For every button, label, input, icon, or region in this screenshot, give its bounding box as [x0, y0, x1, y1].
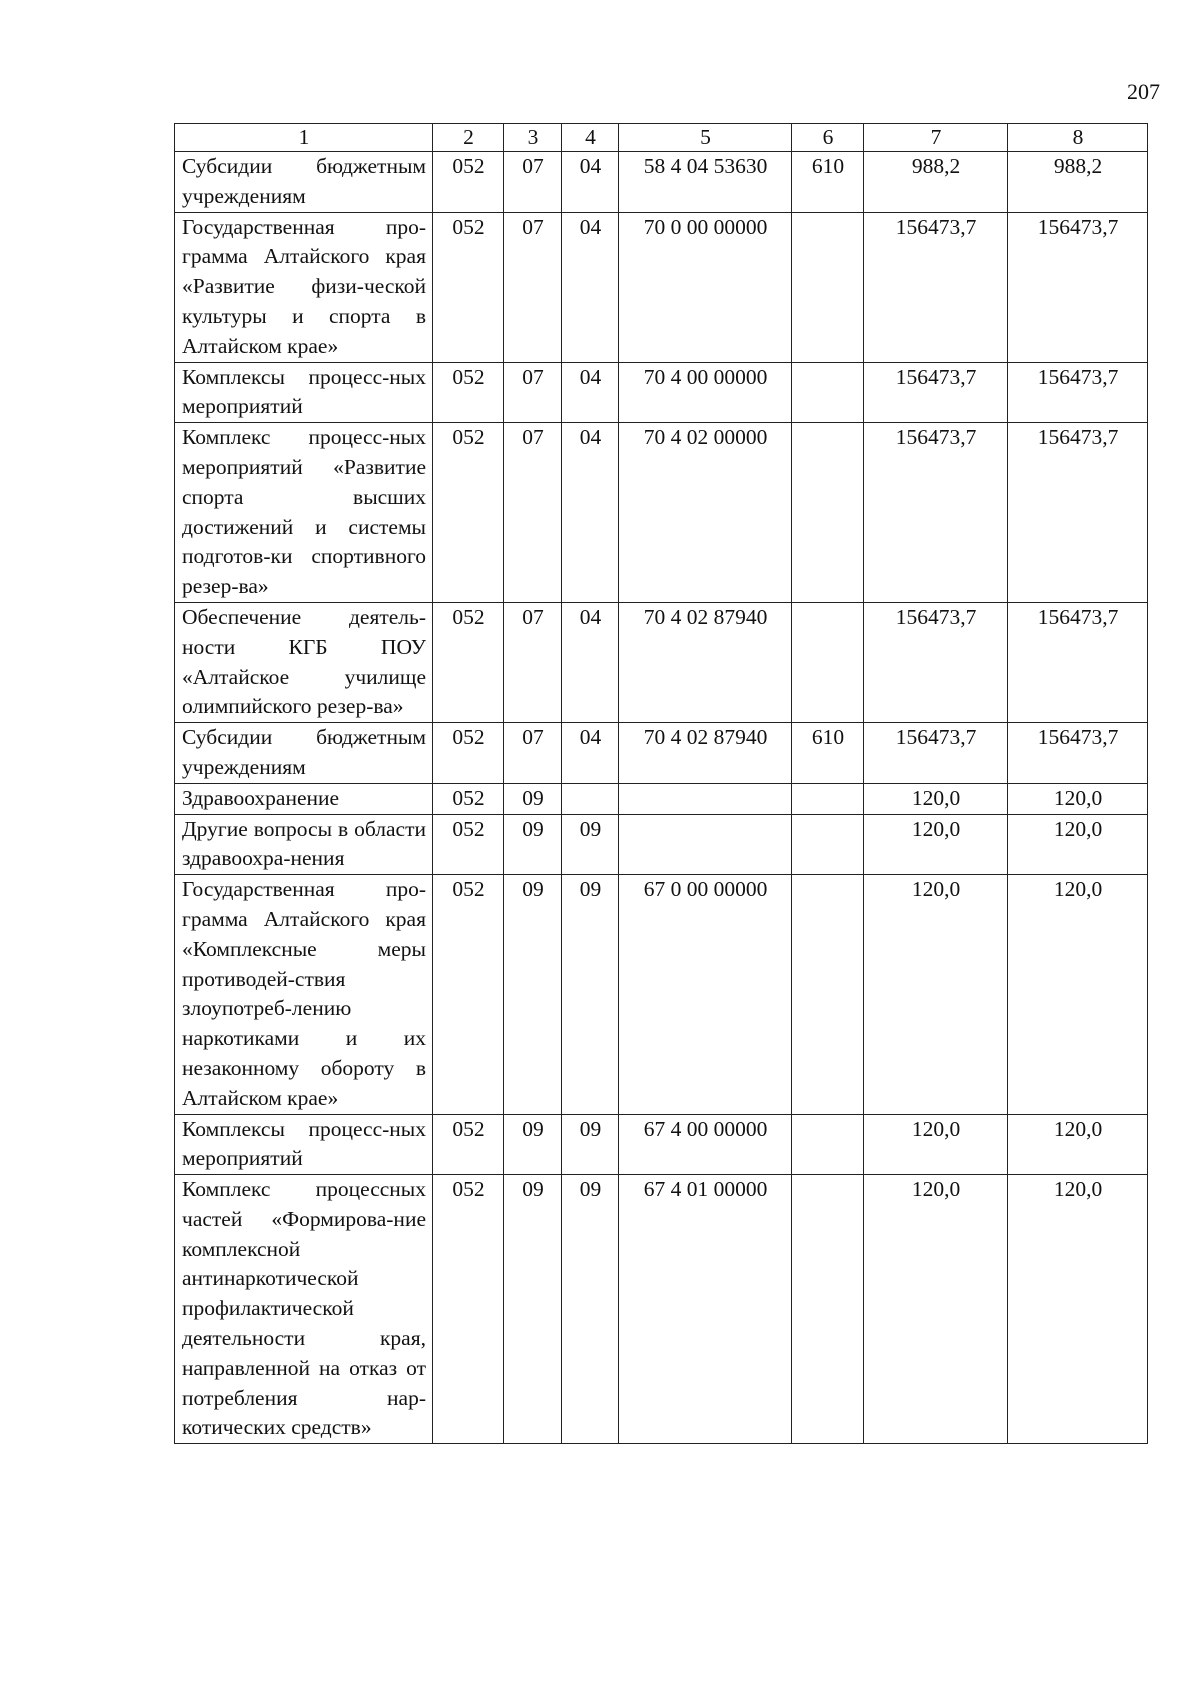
budget-table [174, 123, 1148, 1444]
cell-amount-1: 120,0 [864, 875, 1008, 1114]
cell-section: 09 [504, 1175, 562, 1444]
cell-amount-2: 120,0 [1008, 875, 1148, 1114]
cell-expense-type [792, 783, 864, 814]
cell-subsection: 09 [562, 814, 619, 875]
cell-amount-1: 156473,7 [864, 423, 1008, 603]
cell-name: Обеспечение деятель-ности КГБ ПОУ «Алтайское училище олимпийского резер-ва» [175, 602, 433, 722]
table-row [175, 875, 1148, 1114]
cell-target-article: 70 4 00 00000 [619, 362, 792, 423]
cell-amount-2: 156473,7 [1008, 212, 1148, 362]
cell-name: Комплексы процесс-ных мероприятий [175, 1114, 433, 1175]
header-row [175, 124, 1148, 152]
cell-expense-type [792, 814, 864, 875]
cell-subsection: 04 [562, 423, 619, 603]
cell-expense-type [792, 602, 864, 722]
cell-amount-2: 156473,7 [1008, 723, 1148, 784]
cell-amount-1: 156473,7 [864, 723, 1008, 784]
header-col-1: 1 [175, 124, 433, 152]
table-row [175, 212, 1148, 362]
cell-target-article: 70 4 02 87940 [619, 602, 792, 722]
table-row [175, 1114, 1148, 1175]
cell-section: 07 [504, 723, 562, 784]
cell-ministry-code: 052 [433, 152, 504, 213]
cell-amount-2: 156473,7 [1008, 602, 1148, 722]
cell-name: Субсидии бюджетным учреждениям [175, 723, 433, 784]
cell-target-article: 58 4 04 53630 [619, 152, 792, 213]
cell-subsection [562, 783, 619, 814]
cell-expense-type [792, 875, 864, 1114]
cell-amount-2: 988,2 [1008, 152, 1148, 213]
cell-subsection: 04 [562, 723, 619, 784]
cell-name: Государственная про-грамма Алтайского края «Комплексные меры противодей-ствия злоупотреб-лению наркотиками и их незаконному обороту в Алтайском крае» [175, 875, 433, 1114]
cell-expense-type [792, 1175, 864, 1444]
cell-section: 09 [504, 1114, 562, 1175]
cell-amount-2: 156473,7 [1008, 362, 1148, 423]
cell-target-article: 67 4 01 00000 [619, 1175, 792, 1444]
cell-amount-1: 156473,7 [864, 362, 1008, 423]
cell-ministry-code: 052 [433, 212, 504, 362]
cell-name: Другие вопросы в области здравоохра-нения [175, 814, 433, 875]
cell-name: Здравоохранение [175, 783, 433, 814]
table-row [175, 1175, 1148, 1444]
cell-amount-1: 156473,7 [864, 602, 1008, 722]
table-row [175, 783, 1148, 814]
cell-section: 07 [504, 602, 562, 722]
cell-section: 09 [504, 875, 562, 1114]
cell-amount-1: 156473,7 [864, 212, 1008, 362]
cell-target-article [619, 783, 792, 814]
cell-amount-2: 120,0 [1008, 814, 1148, 875]
header-col-6: 6 [792, 124, 864, 152]
cell-target-article: 67 4 00 00000 [619, 1114, 792, 1175]
header-col-8: 8 [1008, 124, 1148, 152]
cell-subsection: 04 [562, 362, 619, 423]
cell-target-article: 67 0 00 00000 [619, 875, 792, 1114]
cell-ministry-code: 052 [433, 875, 504, 1114]
cell-amount-1: 120,0 [864, 814, 1008, 875]
cell-target-article [619, 814, 792, 875]
cell-subsection: 09 [562, 1114, 619, 1175]
cell-amount-2: 120,0 [1008, 783, 1148, 814]
cell-section: 07 [504, 423, 562, 603]
cell-expense-type [792, 1114, 864, 1175]
cell-subsection: 09 [562, 875, 619, 1114]
table-row [175, 723, 1148, 784]
table-row [175, 602, 1148, 722]
cell-ministry-code: 052 [433, 1175, 504, 1444]
cell-target-article: 70 0 00 00000 [619, 212, 792, 362]
cell-section: 07 [504, 362, 562, 423]
cell-amount-1: 120,0 [864, 1175, 1008, 1444]
page-number: 207 [1127, 79, 1160, 104]
cell-expense-type [792, 362, 864, 423]
cell-ministry-code: 052 [433, 602, 504, 722]
cell-ministry-code: 052 [433, 362, 504, 423]
cell-section: 09 [504, 783, 562, 814]
cell-name: Комплекс процессных частей «Формирова-ние комплексной антинаркотической профилактической деятельности края, направленной на отказ от потребления нар-котических средств» [175, 1175, 433, 1444]
cell-name: Государственная про-грамма Алтайского края «Развитие физи-ческой культуры и спорта в Алтайском крае» [175, 212, 433, 362]
cell-amount-2: 120,0 [1008, 1114, 1148, 1175]
cell-name: Комплексы процесс-ных мероприятий [175, 362, 433, 423]
cell-expense-type [792, 423, 864, 603]
table-row [175, 814, 1148, 875]
cell-ministry-code: 052 [433, 783, 504, 814]
cell-expense-type: 610 [792, 723, 864, 784]
table-row [175, 362, 1148, 423]
header-col-5: 5 [619, 124, 792, 152]
cell-amount-1: 120,0 [864, 1114, 1008, 1175]
header-col-7: 7 [864, 124, 1008, 152]
cell-ministry-code: 052 [433, 723, 504, 784]
cell-section: 07 [504, 152, 562, 213]
cell-subsection: 04 [562, 602, 619, 722]
cell-amount-2: 120,0 [1008, 1175, 1148, 1444]
cell-name: Субсидии бюджетным учреждениям [175, 152, 433, 213]
cell-section: 07 [504, 212, 562, 362]
cell-ministry-code: 052 [433, 1114, 504, 1175]
cell-amount-1: 120,0 [864, 783, 1008, 814]
cell-target-article: 70 4 02 00000 [619, 423, 792, 603]
cell-ministry-code: 052 [433, 814, 504, 875]
header-col-2: 2 [433, 124, 504, 152]
header-col-4: 4 [562, 124, 619, 152]
cell-section: 09 [504, 814, 562, 875]
cell-ministry-code: 052 [433, 423, 504, 603]
table-row [175, 152, 1148, 213]
cell-subsection: 04 [562, 212, 619, 362]
cell-subsection: 09 [562, 1175, 619, 1444]
cell-name: Комплекс процесс-ных мероприятий «Развитие спорта высших достижений и системы подготов-ки спортивного резер-ва» [175, 423, 433, 603]
cell-amount-2: 156473,7 [1008, 423, 1148, 603]
cell-amount-1: 988,2 [864, 152, 1008, 213]
cell-subsection: 04 [562, 152, 619, 213]
cell-expense-type: 610 [792, 152, 864, 213]
cell-expense-type [792, 212, 864, 362]
cell-target-article: 70 4 02 87940 [619, 723, 792, 784]
header-col-3: 3 [504, 124, 562, 152]
table-row [175, 423, 1148, 603]
